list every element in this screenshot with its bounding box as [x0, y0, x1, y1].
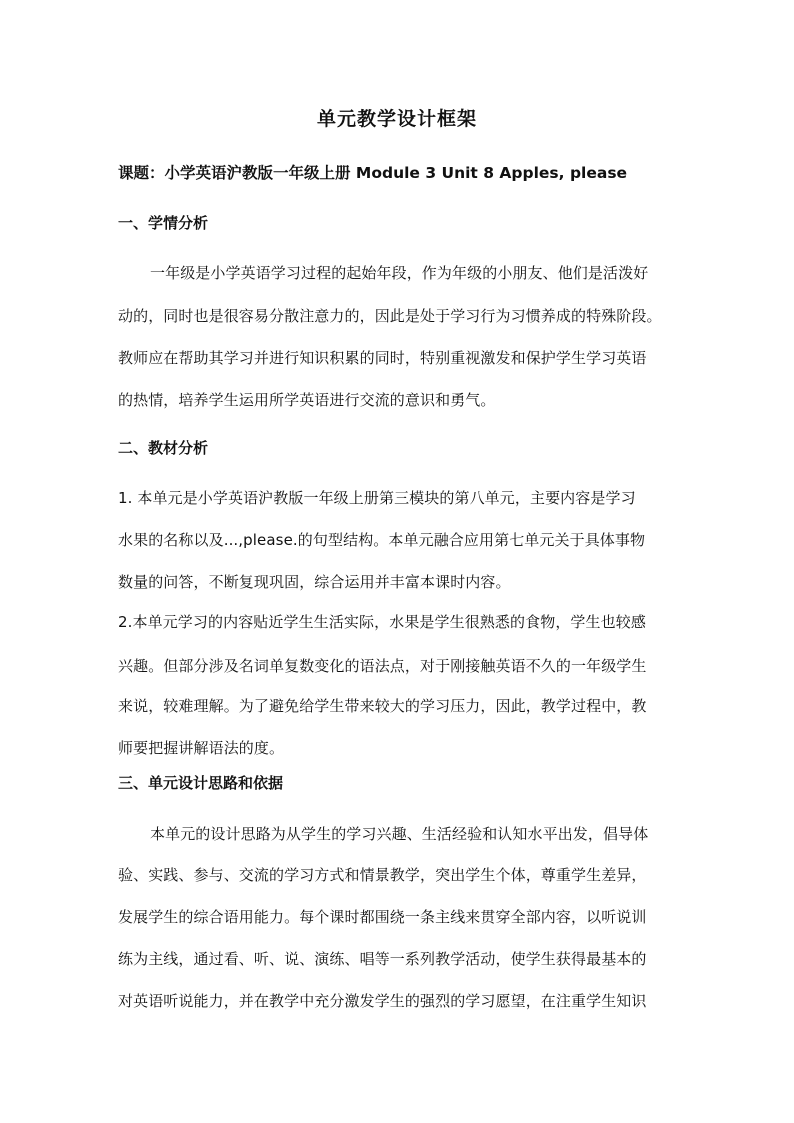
paragraph-line: 验、实践、参与、交流的学习方式和情景教学，突出学生个体，尊重学生差异，	[118, 866, 647, 884]
paragraph-line: 本单元的设计思路为从学生的学习兴趣、生活经验和认知水平出发，倡导体	[150, 825, 649, 843]
paragraph-line: 兴趣。但部分涉及名词单复数变化的语法点，对于刚接触英语不久的一年级学生	[118, 657, 647, 675]
section-heading-learner-analysis: 一、学情分析	[118, 214, 209, 232]
paragraph-line: 1. 本单元是小学英语沪教版一年级上册第三模块的第八单元，主要内容是学习	[118, 489, 636, 507]
section-heading-design-rationale: 三、单元设计思路和依据	[118, 774, 284, 792]
paragraph-line: 动的，同时也是很容易分散注意力的，因此是处于学习行为习惯养成的特殊阶段。	[118, 307, 662, 325]
paragraph-line: 2.本单元学习的内容贴近学生生活实际，水果是学生很熟悉的食物，学生也较感	[118, 613, 646, 631]
paragraph-line: 来说，较难理解。为了避免给学生带来较大的学习压力，因此，教学过程中，教	[118, 697, 647, 715]
paragraph-line: 练为主线，通过看、听、说、演练、唱等一系列教学活动，使学生获得最基本的	[118, 950, 647, 968]
paragraph-line: 一年级是小学英语学习过程的起始年段，作为年级的小朋友、他们是活泼好	[150, 264, 649, 282]
paragraph-line: 水果的名称以及...,please.的句型结构。本单元融合应用第七单元关于具体事物	[118, 531, 646, 549]
document-title: 单元教学设计框架	[316, 108, 477, 130]
paragraph-line: 对英语听说能力，并在教学中充分激发学生的强烈的学习愿望，在注重学生知识	[118, 992, 647, 1010]
paragraph-line: 发展学生的综合语用能力。每个课时都围绕一条主线来贯穿全部内容，以听说训	[118, 908, 647, 926]
paragraph-line: 师要把握讲解语法的度。	[118, 739, 285, 757]
paragraph-line: 的热情，培养学生运用所学英语进行交流的意识和勇气。	[118, 391, 496, 409]
section-heading-material-analysis: 二、教材分析	[118, 439, 209, 457]
paragraph-line: 数量的问答，不断复现巩固，综合运用并丰富本课时内容。	[118, 573, 511, 591]
paragraph-line: 教师应在帮助其学习并进行知识积累的同时，特别重视激发和保护学生学习英语	[118, 349, 647, 367]
lesson-subject: 课题：小学英语沪教版一年级上册 Module 3 Unit 8 Apples, please	[118, 164, 628, 182]
